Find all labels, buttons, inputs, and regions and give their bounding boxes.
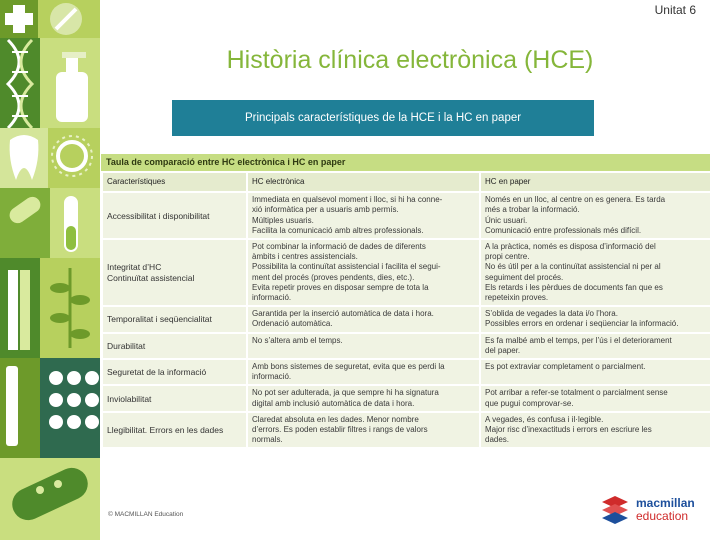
cell-text: Pot arribar a refer-se totalment o parcialment sense [485,388,668,398]
cell-text: Claredat absoluta en les dades. Menor nombre [252,414,419,424]
bottle-icon [56,72,88,122]
logo-icon [598,492,632,530]
thermometer-icon [6,366,18,446]
cell-text: Es pot extraviar completament o parcialment. [485,362,646,372]
feature-cell [102,412,247,449]
table-title: Taula de comparació entre HC electrònica i HC en paper [101,154,710,171]
cell-text: Garantida per la inserció automàtica de data i hora. [252,309,434,319]
feature-cell [102,359,247,385]
cell-text: Possibilita la continuïtat assistencial i facilita el segui- [252,262,441,272]
feature-cell [102,385,247,411]
hce-cell [247,333,480,359]
hce-cell [247,385,480,411]
hce-cell [247,359,480,385]
feature-cell [102,333,247,359]
cell-text: Només en un lloc, al centre on es genera. Es tarda [485,195,666,205]
section-banner: Principals característiques de la HCE i la HC en paper [172,100,594,136]
table-row [102,359,711,385]
cell-text: dades. [485,435,510,445]
cell-text: Múltiples usuaris. [252,215,314,225]
cell-text: Facilita la comunicació amb altres professionals. [252,225,424,235]
cell-text: propi centre. [485,252,530,262]
hce-cell [247,239,480,306]
cell-text: Amb bons sistemes de seguretat, evita que es perdi la [252,362,445,372]
table-row [102,412,711,449]
cell-text: que pugui comprovar-se. [485,398,574,408]
cell-text: Evita repetir proves en disposar sempre de tota la [252,282,429,292]
table-row [102,385,711,411]
cell-text: A vegades, és confusa i il·legible. [485,414,604,424]
column-header: HC electrònica [247,172,480,192]
cell-text: Comunicació entre professionals més difícil. [485,225,642,235]
cell-text: Ordenació automàtica. [252,319,333,329]
cell-text: d’errors. Es poden establir filtres i rangs de valors [252,425,428,435]
cell-text: Immediata en qualsevol moment i lloc, si hi ha conne- [252,195,443,205]
table-row [102,192,711,239]
cell-text: Pot combinar la informació de dades de diferents [252,242,426,252]
table-row [102,239,711,306]
cell-text: ment del procés (proves pendents, dies, etc.). [252,272,415,282]
table-body [102,192,711,448]
cell-text: més a trobar la informació. [485,205,580,215]
feature-cell [102,239,247,306]
paper-cell [480,412,711,449]
comparison-table [101,171,712,449]
cell-text: del paper. [485,345,521,355]
unit-label: Unitat 6 [654,3,696,17]
paper-cell [480,333,711,359]
cell-text: No pot ser adulterada, ja que sempre hi ha signatura [252,388,439,398]
table-row [102,333,711,359]
cell-text: àmbits i centres assistencials. [252,252,358,262]
cell-text: xió informàtica per a usuaris amb permís. [252,205,399,215]
cell-text: Seguretat de la informació [107,367,207,378]
cell-text: Major risc d’inexactituds i errors en escriure les [485,425,652,435]
cell-text: Durabilitat [107,340,146,351]
paper-cell [480,359,711,385]
feature-cell [102,192,247,239]
logo-line2: education [636,509,689,523]
cell-text: S’oblida de vegades la data i/o l’hora. [485,309,618,319]
paper-cell [480,192,711,239]
paper-cell [480,306,711,332]
cell-text: Temporalitat i seqüencialitat [107,314,212,325]
cell-text: No és útil per a la continuïtat assistencial ni per al [485,262,661,272]
syringe-icon [8,270,18,350]
cell-text: normals. [252,435,283,445]
copyright-text: © MACMILLAN Education [108,511,184,518]
medical-pattern-illustration [0,0,100,540]
cell-text: No s’altera amb el temps. [252,335,343,345]
cell-text: Únic usuari. [485,215,528,225]
cell-text: Continuïtat assistencial [107,272,195,283]
cell-text: Integritat d’HC [107,262,162,273]
cell-text: Llegibilitat. Errors en les dades [107,425,224,436]
pills-icon [49,371,63,385]
comparison-table-container [101,154,710,449]
column-header: HC en paper [480,172,711,192]
table-header-row [102,172,711,192]
cell-text: digital amb inclusió automàtica de data i hora. [252,398,415,408]
cell-text: Accessibilitat i disponibilitat [107,210,210,221]
page-title: Història clínica electrònica (HCE) [226,46,594,74]
cell-text: A la pràctica, només es disposa d’informació del [485,242,656,252]
cell-text: informació. [252,293,292,303]
hce-cell [247,412,480,449]
cell-text: Possibles errors en ordenar i seqüenciar la informació. [485,319,679,329]
paper-cell [480,239,711,306]
logo-line1: macmillan [636,496,695,510]
column-header: Característiques [102,172,247,192]
macmillan-education-logo [598,492,710,532]
cell-text: Es fa malbé amb el temps, per l’ús i el deteriorament [485,335,672,345]
cell-text: Inviolabilitat [107,393,152,404]
cell-text: repeteixin proves. [485,293,549,303]
hce-cell [247,192,480,239]
feature-cell [102,306,247,332]
decorative-sidebar [0,0,100,540]
cell-text: Els retards i les pèrdues de documents fan que es [485,282,663,292]
table-row [102,306,711,332]
cell-text: seguiment del procés. [485,272,564,282]
cell-text: informació. [252,372,292,382]
paper-cell [480,385,711,411]
hce-cell [247,306,480,332]
